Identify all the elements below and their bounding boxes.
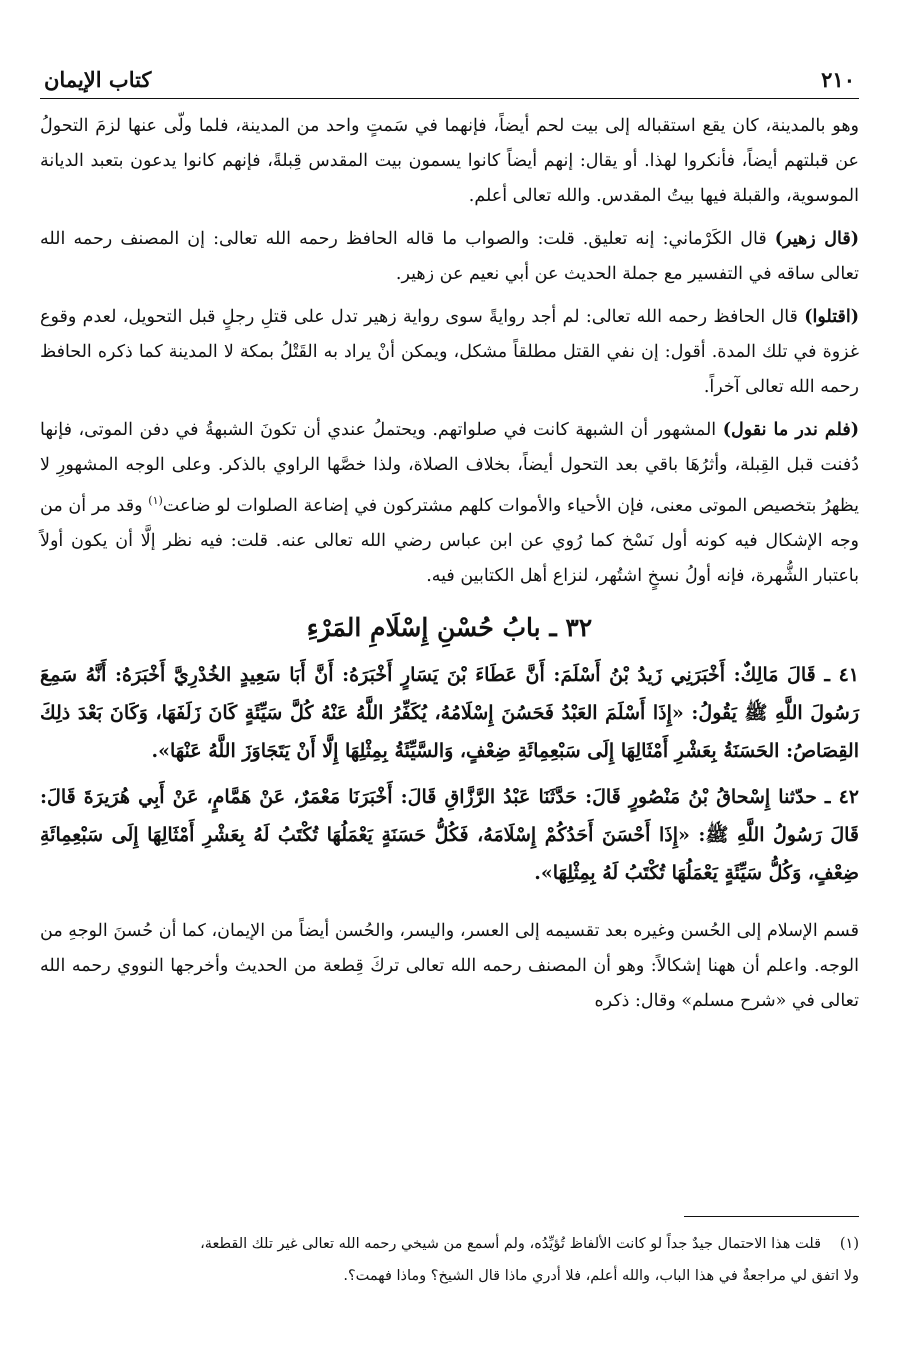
page-header <box>40 52 859 99</box>
commentary-paragraph-4 <box>40 413 859 594</box>
paragraph-text: المشهور أن الشبهة كانت في صلواتهم. ويحتملُ عندي أن تكونَ الشبهةُ في دفن الموتى، فإنها دُفنت قبل القِبلة، وأثرُهَا باقي بعد التحول أيضاً، بخلاف الصلاة، ولذا خصَّها الراوي بالذكر. وعلى الوجه المشهورِ لا يظهرُ بتخصيص الموتى معنى، فإن الأحياء والأموات كلهم مشتركون في إضاعة الصلوات لو ضاعت <box>40 420 859 516</box>
paragraph-text: قال الحافظ رحمه الله تعالى: لم أجد روايةً سوى رواية زهير تدل على قتلِ رجلٍ قبل التحويل، لعدم وقوع غزوة في تلك المدة. أقول: إن نفي القتل مطلقاً مشكل، ويمكن أنْ يراد به القَتْلُ بمكة لا المدينة كما ذكره الحافظ رحمه الله تعالى آخراً. <box>40 307 859 397</box>
footnote-reference[interactable]: (١) <box>148 494 163 507</box>
quote-label: (قال زهير) <box>774 229 859 249</box>
commentary-paragraph-2 <box>40 222 859 292</box>
commentary-paragraph-1: وهو بالمدينة، كان يقع استقباله إلى بيت لحم أيضاً، فإنهما في سَمتٍ واحد من المدينة، فلما ولّى عنها لزمَ التحولُ عن قبلتهم أيضاً، فأنكروا لهذا. أو يقال: إنهم أيضاً كانوا يسمون بيت المقدس قِبلةً، فإنهم كانوا يدعون بتعبد الديانة الموسوية، والقبلة فيها بيتُ المقدس. والله تعالى أعلم. <box>40 116 859 206</box>
footnote-number: (١) <box>839 1236 859 1252</box>
footnote-text: قلت هذا الاحتمال جيدٌ جداً لو كانت الألفاظ تُؤيِّدُه، ولم أسمع من شيخي رحمه الله تعالى غير تلك القطعة، <box>200 1236 821 1252</box>
commentary-paragraph-3 <box>40 300 859 405</box>
footnote-1-line-1 <box>40 1228 859 1260</box>
chapter-title: ٣٢ ـ بابُ حُسْنِ إِسْلَامِ المَرْءِ <box>306 612 593 642</box>
book-title: كتاب الإيمان <box>44 67 152 92</box>
commentary-paragraph-final: قسم الإسلام إلى الحُسن وغيره بعد تقسيمه إلى العسر، واليسر، والحُسن أيضاً من الإيمان، كما أن حُسنَ الوجهِ من الوجه. واعلم أن ههنا إشكالاً: وهو أن المصنف رحمه الله تعالى تركَ قِطعة من الحديث وأخرجها النووي رحمه الله تعالى في «شرح مسلم» وقال: ذكره <box>40 920 859 1011</box>
footnotes <box>40 1228 859 1292</box>
quote-label: (اقتلوا) <box>804 307 859 327</box>
paragraph-text: قال الكَرْماني: إنه تعليق. قلت: والصواب ما قاله الحافظ رحمه الله تعالى: إن المصنف رحمه الله تعالى ساقه في التفسير مع جملة الحديث عن أبي نعيم عن زهير. <box>40 229 859 284</box>
hadith-41: ٤١ ـ قَالَ مَالِكٌ: أَخْبَرَنِي زَيدُ بْنُ أَسْلَمَ: أَنَّ عَطَاءَ بْنَ يَسَارٍ أَخْبَرَهُ: أَنَّ أَبَا سَعِيدٍ الخُدْرِيَّ أَخْبَرَهُ: أَنَّهُ سَمِعَ رَسُولَ اللَّهِ ﷺ يَقُولُ: «إِذَا أَسْلَمَ العَبْدُ فَحَسُنَ إِسْلَامُهُ، يُكَفِّرُ اللَّهُ عَنْهُ كُلَّ سَيِّئَةٍ كَانَ زَلَفَهَا، وَكَانَ بَعْدَ ذلِكَ القِصَاصُ: الحَسَنَةُ بِعَشْرِ أَمْثَالِهَا إِلَى سَبْعِمِائَةِ ضِعْفٍ، وَالسَّيِّئَةُ بِمِثْلِهَا إِلَّا أَنْ يَتَجَاوَزَ اللَّهُ عَنْهَا». <box>40 663 859 762</box>
paragraph-text: وقد مر أن من وجه الإشكال فيه كونه أول نَسْخ كما رُوي عن ابن عباس رضي الله تعالى عنه. قلت: فيه نظر إلَّا أن يكون أولاً باعتبار الشُّهرة، فإنه أولُ نسخٍ اشتُهر، لنزاع أهل الكتابين فيه. <box>40 495 859 586</box>
hadith-42: ٤٢ ـ حدّثنا إِسْحاقُ بْنُ مَنْصُورٍ قَالَ: حَدَّثَنَا عَبْدُ الرَّزَّاقِ قَالَ: أَخْبَرَنَا مَعْمَرٌ، عَنْ هَمَّامٍ، عَنْ أَبِي هُرَيرَةَ قَالَ: قَالَ رَسُولُ اللَّهِ ﷺ: «إِذَا أَحْسَنَ أَحَدُكُمْ إِسْلَامَهُ، فَكُلُّ حَسَنَةٍ يَعْمَلُهَا تُكْتَبُ لَهُ بِعَشْرِ أَمْثَالِهَا إِلَى سَبْعِمِائَةِ ضِعْفٍ، وَكُلُّ سَيِّئَةٍ يَعْمَلُهَا تُكْتَبُ لَهُ بِمِثْلِهَا». <box>40 785 859 884</box>
footnote-1-line-2: ولا اتفق لي مراجعةٌ في هذا الباب، والله أعلم، فلا أدري ماذا قال الشيخ؟ وماذا فهمت؟. <box>343 1268 859 1284</box>
page-number: ٢١٠ <box>821 67 855 92</box>
quote-label: (فلم ندر ما نقول) <box>722 420 859 440</box>
footnote-divider <box>684 1216 859 1217</box>
